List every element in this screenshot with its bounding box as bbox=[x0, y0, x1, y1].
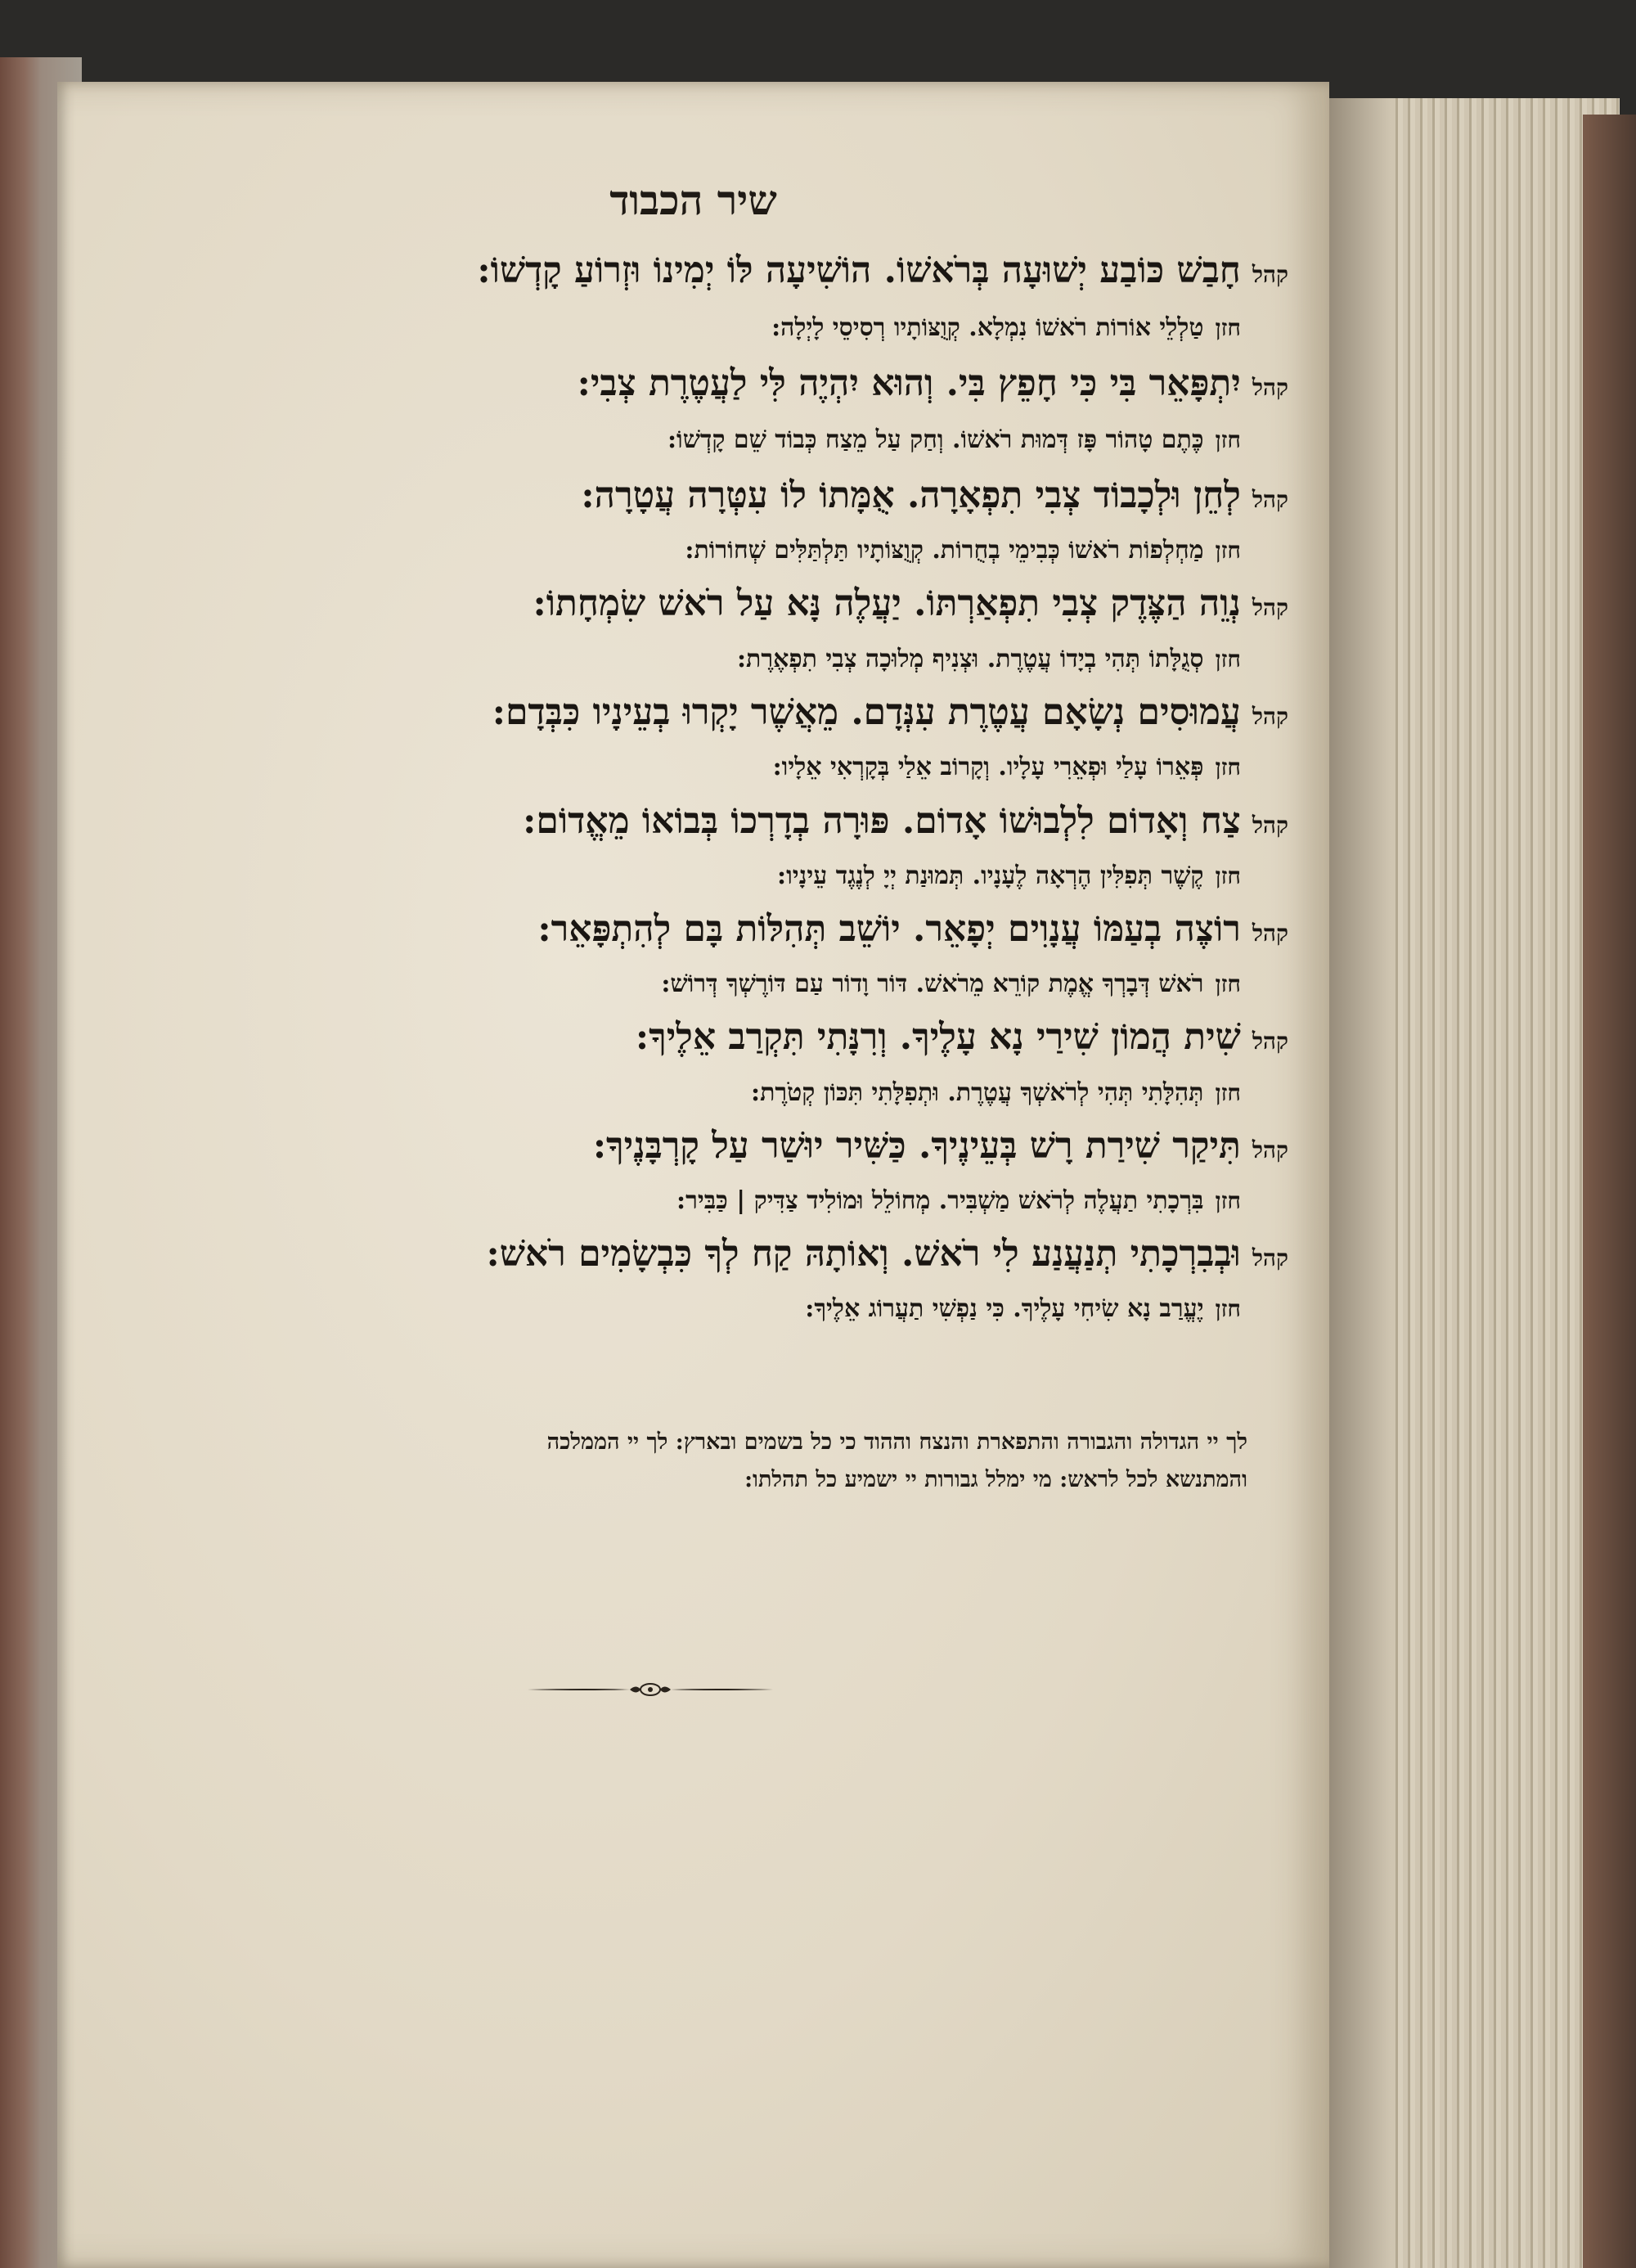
verse-text: נְוֵה הַצֶּדֶק צְבִי תִפְאַרְתּוֹ. יַעֲלֶה נָּא עַל רֹאשׁ שִׂמְחָתוֹ: bbox=[533, 583, 1241, 624]
role-label: חזן bbox=[1215, 754, 1241, 781]
verse-line bbox=[22, 1078, 1241, 1107]
verse-line bbox=[22, 536, 1241, 565]
closing-line: והמתנשא לכל לראש: מי ימלל גבורות יי ישמיע כל תהלתו: bbox=[744, 1467, 1247, 1492]
verse-line bbox=[70, 583, 1288, 624]
closing-line: לך יי הגדולה והגבורה והתפארת והנצח וההוד כי כל בשמים ובארץ: לך יי הממלכה bbox=[546, 1429, 1247, 1455]
book-page bbox=[57, 82, 1329, 2268]
verse-line bbox=[70, 800, 1288, 842]
role-label: חזן bbox=[1215, 1079, 1241, 1106]
verse-line bbox=[22, 1186, 1241, 1215]
verse-line bbox=[70, 908, 1288, 950]
verse-line bbox=[22, 425, 1241, 454]
verse-text: סְגֻלָּתוֹ תְּהִי בְיָדוֹ עֲטֶרֶת. וּצְנִיף מְלוּכָה צְבִי תִפְאֶרֶת: bbox=[736, 645, 1204, 673]
verse-text: תְּהִלָּתִי תְּהִי לְרֹאשְׁךָ עֲטֶרֶת. וּתְפִלָּתִי תִּכּוֹן קְטֹרֶת: bbox=[751, 1078, 1204, 1107]
role-label: חזן bbox=[1215, 646, 1241, 673]
verse-text: תִּיקַר שִׁירַת רָשׁ בְּעֵינֶיךָ. כַּשִּׁיר יוּשַׁר עַל קָרְבָּנֶיךָ: bbox=[592, 1125, 1241, 1167]
decorative-rule bbox=[524, 1677, 777, 1702]
verse-text: כֶּתֶם טָהוֹר פָּז דְּמוּת רֹאשׁוֹ. וְחַק עַל מֵצַח כְּבוֹד שֵׁם קָדְשׁוֹ: bbox=[667, 425, 1204, 454]
verse-text: לְחֵן וּלְכָבוֹד צְבִי תִפְאָרָה. אֻמָּתוֹ לוֹ עִטְּרָה עֲטָרָה: bbox=[581, 475, 1241, 516]
verse-text: מַחְלְפוֹת רֹאשׁוֹ כְּבִימֵי בְחֻרוֹת. קְוֻצּוֹתָיו תַּלְתַּלִּים שְׁחוֹרוֹת: bbox=[685, 536, 1204, 565]
role-label: חזן bbox=[1215, 426, 1241, 453]
role-label: קהל bbox=[1252, 920, 1288, 947]
verse-line bbox=[22, 753, 1241, 781]
book-cover-right bbox=[1583, 115, 1636, 2268]
closing-paragraph bbox=[168, 1424, 1247, 1499]
verse-text: יִתְפָּאֵר בִּי כִּי חָפֵץ בִּי. וְהוּא יִהְיֶה לִּי לַעֲטֶרֶת צְבִי: bbox=[577, 362, 1241, 404]
verse-text: עֲמוּסִים נְשָׂאָם עֲטֶרֶת עִנְּדָם. מֵאֲשֶׁר יָקְרוּ בְעֵינָיו כִּבְּדָם: bbox=[492, 691, 1241, 733]
verse-text: וּבְבִרְכָתִי תְנַעֲנַע לִי רֹאשׁ. וְאוֹתָהּ קַח לְךָ כִּבְשָׂמִים רֹאשׁ: bbox=[486, 1233, 1241, 1275]
role-label: קהל bbox=[1252, 812, 1288, 839]
page-content bbox=[57, 82, 1329, 2268]
verse-line bbox=[22, 1294, 1241, 1323]
role-label: קהל bbox=[1252, 486, 1288, 513]
role-label: קהל bbox=[1252, 374, 1288, 401]
role-label: חזן bbox=[1215, 970, 1241, 997]
verse-text: יֶעֱרַב נָא שִׂיחִי עָלֶיךָ. כִּי נַפְשִׁי תַעֲרוֹג אֵלֶיךָ: bbox=[805, 1294, 1204, 1323]
role-label: חזן bbox=[1215, 862, 1241, 889]
verse-line bbox=[22, 313, 1241, 342]
verse-line bbox=[70, 1016, 1288, 1058]
role-label: חזן bbox=[1215, 1187, 1241, 1214]
verse-text: שִׁית הֲמוֹן שִׁירַי נָא עָלֶיךָ. וְרִנָּתִי תִּקְרַב אֵלֶיךָ: bbox=[635, 1016, 1241, 1058]
role-label: חזן bbox=[1215, 537, 1241, 564]
verse-text: בִּרְכָתִי תַעֲלֶה לְרֹאשׁ מַשְׁבִּיר. מְחוֹלֵל וּמוֹלִיד צַדִּיק | כַּבִּיר: bbox=[676, 1186, 1204, 1215]
role-label: קהל bbox=[1252, 261, 1288, 288]
role-label: קהל bbox=[1252, 1028, 1288, 1055]
verse-line bbox=[70, 250, 1288, 291]
verse-text: קֶשֶׁר תְּפִלִּין הֶרְאָה לֶעָנָיו. תְּמוּנַת יְיָ לְנֶגֶד עֵינָיו: bbox=[777, 862, 1204, 890]
verse-line bbox=[70, 691, 1288, 733]
role-label: קהל bbox=[1252, 1244, 1288, 1271]
verse-text: רֹאשׁ דְּבָרְךָ אֱמֶת קוֹרֵא מֵרֹאשׁ. דּוֹר וָדוֹר עַם דּוֹרֶשְׁךָ דְּרוֹשׁ: bbox=[661, 970, 1204, 998]
verse-line bbox=[22, 862, 1241, 890]
verse-line bbox=[70, 1125, 1288, 1167]
role-label: קהל bbox=[1252, 1136, 1288, 1163]
verse-text: פְּאֵרוֹ עָלַי וּפְאֵרִי עָלָיו. וְקָרוֹב אֵלַי בְּקָרְאִי אֵלָיו: bbox=[772, 753, 1204, 781]
verse-text: חָבַשׁ כּוֹבַע יְשׁוּעָה בְּרֹאשׁוֹ. הוֹשִׁיעָה לּוֹ יְמִינוֹ וּזְרוֹעַ קָדְשׁוֹ: bbox=[477, 250, 1241, 291]
verse-line bbox=[70, 475, 1288, 516]
verse-text: צַח וְאָדוֹם לִלְבוּשׁוֹ אָדוֹם. פּוּרָה בְדָרְכוֹ בְּבוֹאוֹ מֵאֱדוֹם: bbox=[523, 800, 1241, 842]
verse-line bbox=[22, 970, 1241, 998]
verse-line bbox=[70, 1233, 1288, 1275]
verse-line bbox=[70, 362, 1288, 404]
role-label: חזן bbox=[1215, 1295, 1241, 1322]
role-label: חזן bbox=[1215, 314, 1241, 341]
role-label: קהל bbox=[1252, 703, 1288, 730]
verse-text: רוֹצֶה בְעַמּוֹ עֲנָוִים יְפָאֵר. יוֹשֵׁב תְּהִלּוֹת בָּם לְהִתְפָּאֵר: bbox=[537, 908, 1241, 950]
verse-text: טַלְלֵי אוֹרוֹת רֹאשׁוֹ נִמְלָא. קְוֻצּוֹתָיו רְסִיסֵי לָיְלָה: bbox=[771, 313, 1204, 342]
verse-line bbox=[22, 645, 1241, 673]
role-label: קהל bbox=[1252, 594, 1288, 621]
page-title: שיר הכבוד bbox=[609, 176, 777, 224]
